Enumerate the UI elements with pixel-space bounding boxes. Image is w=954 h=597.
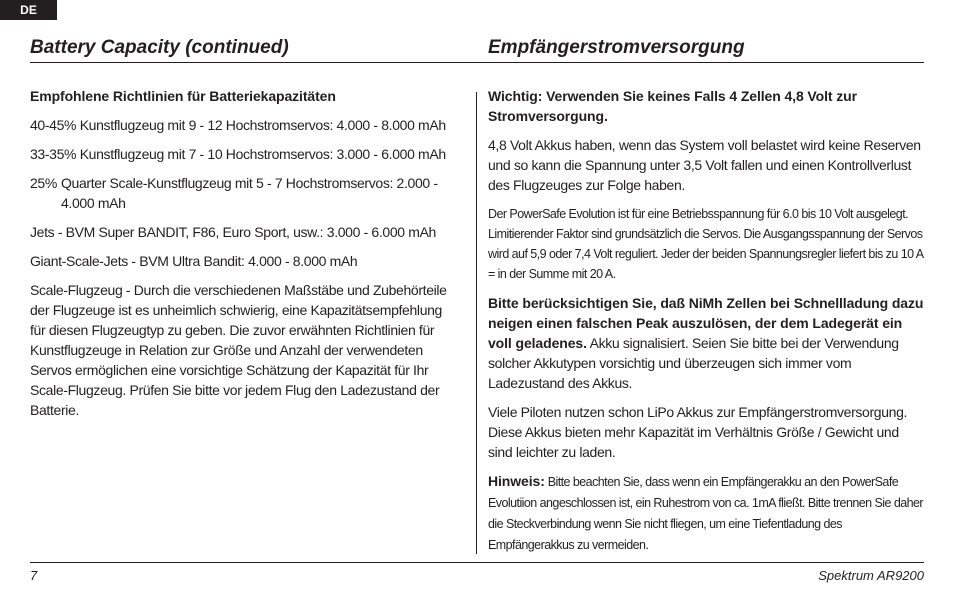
column-divider [476,92,477,554]
guideline-text: Quarter Scale-Kunstflugzeug mit 5 - 7 Hochstromservos: 2.000 - 4.000 mAh [61,175,438,211]
right-column [488,86,924,564]
note-paragraph [488,471,924,555]
language-tab: DE [0,0,57,20]
section-heading-receiver-power: Empfängerstromversorgung [488,37,745,58]
powersafe-paragraph: Der PowerSafe Evolution ist für eine Betriebsspannung für 6.0 bis 10 Volt ausgelegt. Limitierender Faktor sind grundsätzlich die Servos. Die Ausgangsspannung der Servos wird auf 5,9 oder 7,4 Volt reguliert. Jeder der beiden Spannungsregler liefert bis zu 10 A = in der Summe mit 20 A. [488,207,923,281]
lipo-paragraph: Viele Piloten nutzen schon LiPo Akkus zur Empfängerstromversorgung. Diese Akkus bieten mehr Kapazität im Verhältnis Größe / Gewicht und sind leichter zu laden. [488,404,908,460]
section-heading-battery-capacity: Battery Capacity (continued) [30,37,289,58]
nimh-body-text: Akku signalisiert. Seien Sie bitte bei der Verwendung solcher Akkutypen vorsichtig und überzeugen sich immer vom Ladezustand des Akkus. [488,335,899,391]
product-name: Spektrum AR9200 [818,568,924,583]
nimh-warning-text: Bitte berücksichtigen Sie, daß NiMh Zellen bei Schnellladung dazu neigen einen falschen Peak auszulösen, der dem Ladegerät ein voll geladenes. [488,295,924,351]
note-label: Hinweis: [488,473,545,489]
warning-paragraph: Wichtig: Verwenden Sie keines Falls 4 Zellen 4,8 Volt zur Stromversorgung. [488,88,857,124]
scale-aircraft-paragraph: Scale-Flugzeug - Durch die verschiedenen Maßstäbe und Zubehörteile der Flugzeuge ist es unheimlich schwierig, eine Kapazitätsempfehlung für diesen Flugzeugtyp zu geben. Die zuvor erwähnten Richtlinien für Kunstflugzeuge in Relation zur Größe und Anzahl der verwendeten Servos ermöglichen eine vorsichtige Schätzung der Kapazität für Ihr Scale-Flugzeug. Prüfen Sie bitte vor jedem Flug den Ladezustand der Batterie. [30,282,447,418]
guideline-percent: 25% [30,175,57,191]
guideline-line [30,173,460,213]
nimh-paragraph [488,293,924,393]
guideline-line: 40-45% Kunstflugzeug mit 9 - 12 Hochstromservos: 4.000 - 8.000 mAh [30,117,446,133]
page-number: 7 [30,568,38,583]
note-text: Bitte beachten Sie, dass wenn ein Empfängerakku an den PowerSafe Evolutiion angeschlossen ist, ein Ruhestrom von ca. 1mA fließt. Bitte trennen Sie daher die Steckverbindung wenn Sie nicht fliegen, um eine Tiefentladung des Empfängerakkus zu vermeiden. [488,475,924,552]
guideline-line: 33-35% Kunstflugzeug mit 7 - 10 Hochstromservos: 3.000 - 6.000 mAh [30,146,446,162]
header-rule [30,62,924,63]
body-paragraph: 4,8 Volt Akkus haben, wenn das System voll belastet wird keine Reserven und so kann die Spannung unter 3,5 Volt fallen und einen Kontrollverlust des Flugzeuges zur Folge haben. [488,137,921,193]
footer-rule [30,562,924,563]
guideline-line: Giant-Scale-Jets - BVM Ultra Bandit: 4.000 - 8.000 mAh [30,253,358,269]
battery-guidelines-subheading: Empfohlene Richtlinien für Batteriekapazitäten [30,88,336,104]
guideline-line: Jets - BVM Super BANDIT, F86, Euro Sport, usw.: 3.000 - 6.000 mAh [30,224,436,240]
left-column [30,86,460,429]
